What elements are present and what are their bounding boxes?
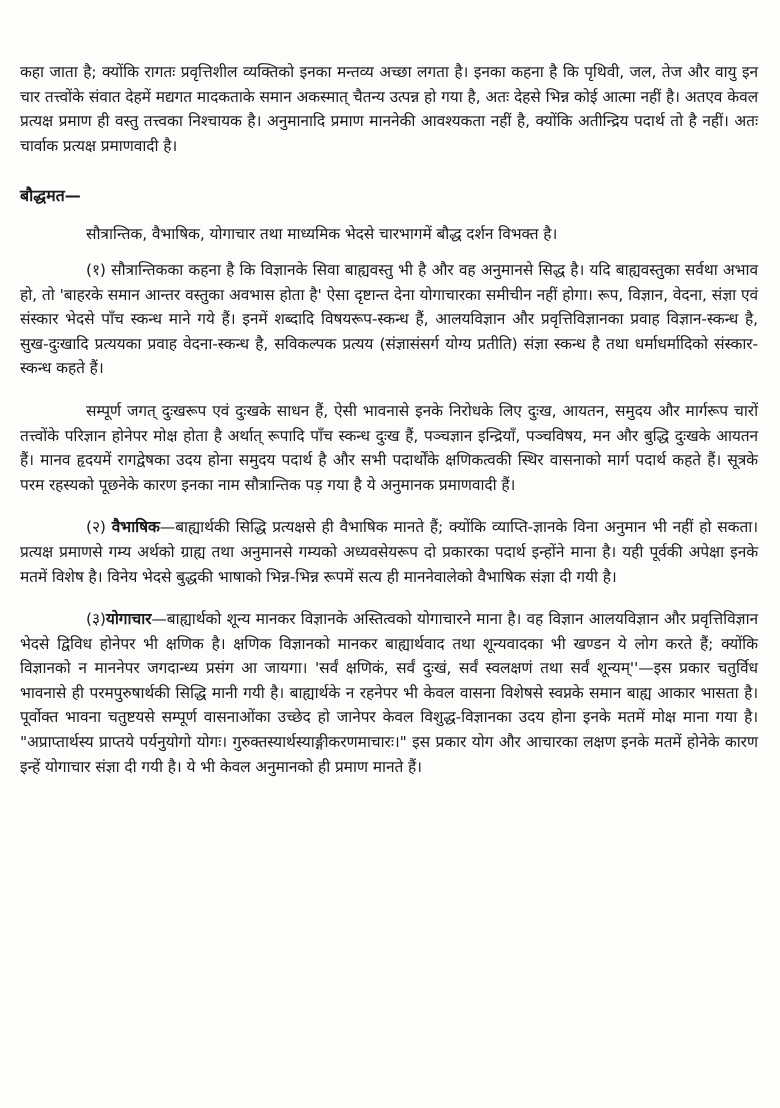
yogachara-text: —बाह्यार्थको शून्य मानकर विज्ञानके अस्तित्वको योगाचारने माना है। वह विज्ञान आलयविज्ञान और प्रवृत्तिविज्ञान भेदसे द्विविध होनेपर भी क्षणिक है। क्षणिक विज्ञानको मानकर बाह्यार्थवाद तथा शून्यवादका भी खण्डन ये लोग करते हैं; क्योंकि विज्ञानको न माननेपर जगदान्ध्य प्रसंग आ जायगा। 'सर्वं क्षणिकं, सर्वं दुःखं, सर्वं स्वलक्षणं तथा सर्वं शून्यम्''—इस प्रकार चतुर्विध भावनासे ही परमपुरुषार्थकी सिद्धि मानी गयी है। बाह्यार्थके न रहनेपर भी केवल वासना विशेषसे स्वप्नके समान बाह्य आकार भासता है। पूर्वोक्त भावना चतुष्टयसे सम्पूर्ण वासनाओंका उच्छेद हो जानेपर केवल विशुद्ध-विज्ञानका उदय होना इनके मतमें मोक्ष माना गया है। "अप्राप्तार्थस्य प्राप्तये पर्यनुयोगो योगः। गुरुक्तस्यार्थस्याङ्गीकरणमाचारः।" इस प्रकार योग और आचारका लक्षण इनके मतमें होनेके कारण इन्हें योगाचार संज्ञा दी गयी है। ये भी केवल अनुमानको ही प्रमाण मानते हैं। (20, 610, 758, 776)
section-heading-bauddhamat: बौद्धमत— (20, 186, 81, 206)
vaibhashika-text: —बाह्यार्थकी सिद्धि प्रत्यक्षसे ही वैभाषिक मानते हैं; क्योंकि व्याप्ति-ज्ञानके विना अनुमान भी नहीं हो सकता। प्रत्यक्ष प्रमाणसे गम्य अर्थको ग्राह्य तथा अनुमानसे गम्यको अध्यवसेयरूप दो प्रकारका पदार्थ इन्होंने माना है। यही पूर्वकी अपेक्षा इनके मतमें विशेष है। विनेय भेदसे बुद्धकी भाषाको भिन्न-भिन्न रूपमें सत्य ही माननेवालेको वैभाषिक संज्ञा दी गयी है। (20, 518, 758, 586)
vaibhashika-term: वैभाषिक (111, 518, 160, 537)
paragraph-sautrantika: (१) सौत्रान्तिकका कहना है कि विज्ञानके सिवा बाह्यवस्तु भी है और वह अनुमानसे सिद्ध है। यदि बाह्यवस्तुका सर्वथा अभाव हो, तो 'बाहरके समान आन्तर वस्तुका अवभास होता है' ऐसा दृष्टान्त देना योगाचारका समीचीन नहीं होगा। रूप, विज्ञान, वेदना, संज्ञा एवं संस्कार भेदसे पाँच स्कन्ध माने गये हैं। इनमें शब्दादि विषयरूप-स्कन्ध हैं, आलयविज्ञान और प्रवृत्तिविज्ञानका प्रवाह विज्ञान-स्कन्ध है, सुख-दुःखादि प्रत्ययका प्रवाह वेदना-स्कन्ध है, सविकल्पक प्रत्यय (संज्ञासंसर्ग योग्य प्रतीति) संज्ञा स्कन्ध है तथा धर्माधर्मादिको संस्कार-स्कन्ध कहते हैं। (20, 260, 758, 378)
paragraph-yogachara (20, 607, 758, 779)
yogachara-number: (३) (86, 610, 106, 629)
paragraph-vaibhashika (20, 515, 758, 589)
paragraph-charvaka-conclusion: कहा जाता है; क्योंकि रागतः प्रवृत्तिशील व्यक्तिको इनका मन्तव्य अच्छा लगता है। इनका कहना है कि पृथिवी, जल, तेज और वायु इन चार तत्त्वोंके संवात देहमें मद्यगत मादकताके समान अकस्मात् चैतन्य उत्पन्न हो गया है, अतः देहसे भिन्न कोई आत्मा नहीं है। अतएव केवल प्रत्यक्ष प्रमाण ही वस्तु तत्त्वका निश्चायक है। अनुमानादि प्रमाण माननेकी आवश्यकता नहीं है, क्योंकि अतीन्द्रिय पदार्थ तो है नहीं। अतः चार्वाक प्रत्यक्ष प्रमाणवादी है। (20, 63, 758, 155)
paragraph-bauddha-intro: सौत्रान्तिक, वैभाषिक, योगाचार तथा माध्यमिक भेदसे चारभागमें बौद्ध दर्शन विभक्त है। (86, 225, 558, 244)
paragraph-four-truths: सम्पूर्ण जगत् दुःखरूप एवं दुःखके साधन हैं, ऐसी भावनासे इनके निरोधके लिए दुःख, आयतन, समुदय और मार्गरूप चारों तत्त्वोंके परिज्ञान होनेपर मोक्ष होता है अर्थात् रूपादि पाँच स्कन्ध दुःख हैं, पञ्चज्ञान इन्द्रियाँ, पञ्चविषय, मन और बुद्धि दुःखके आयतन हैं। मानव हृदयमें रागद्वेषका उदय होना समुदय पदार्थ है और सभी पदार्थोंके क्षणिकत्वकी स्थिर वासनाको मार्ग पदार्थ कहते हैं। सूत्रके परम रहस्यको पूछनेके कारण इनका नाम सौत्रान्तिक पड़ गया है ये अनुमानक प्रमाणवादी हैं। (20, 401, 758, 494)
yogachara-term: योगाचार (105, 610, 152, 629)
vaibhashika-number: (२) (86, 518, 112, 537)
